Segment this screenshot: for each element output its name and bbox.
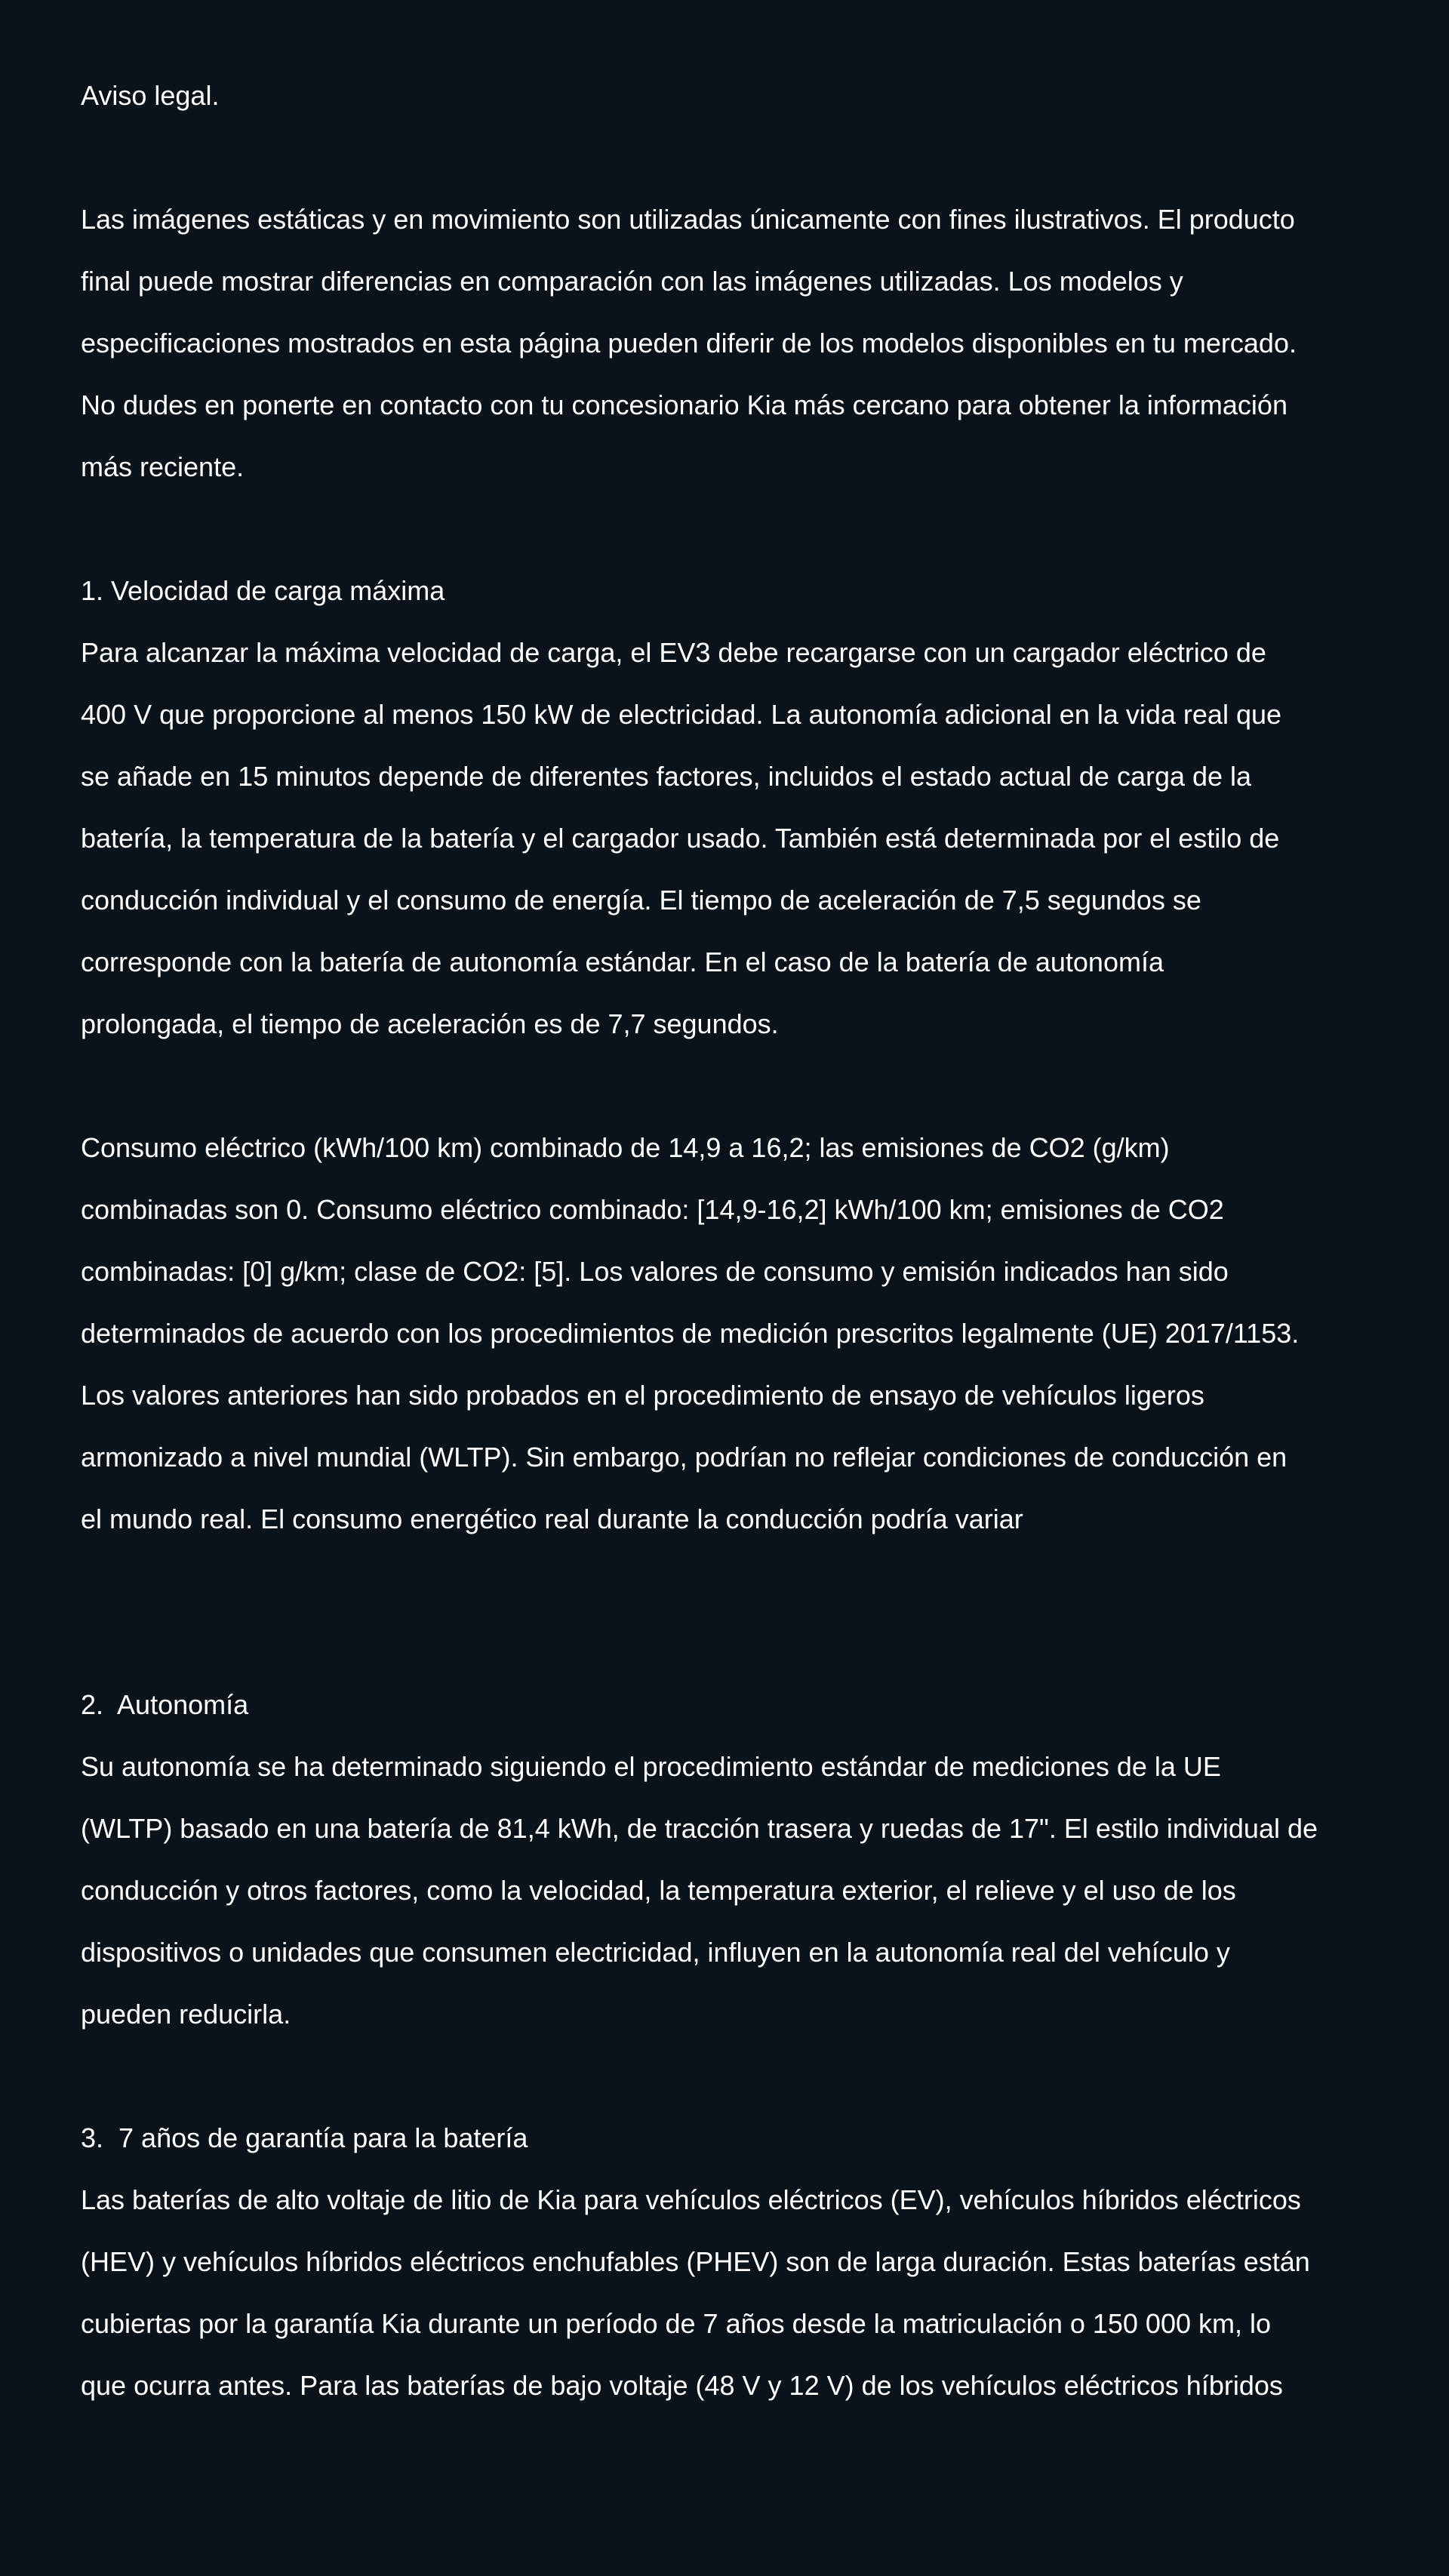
range-section-title: 2. Autonomía bbox=[81, 1689, 249, 1720]
consumption-line: el mundo real. El consumo energético real durante la conducción podría variar bbox=[81, 1503, 1023, 1534]
intro-line: más reciente. bbox=[81, 451, 245, 482]
intro-line: Las imágenes estáticas y en movimiento son utilizadas únicamente con fines ilustrativos. El producto bbox=[81, 204, 1295, 235]
warranty-section bbox=[81, 2107, 1379, 2417]
charge-section bbox=[81, 560, 1379, 1055]
range-line: dispositivos o unidades que consumen electricidad, influyen en la autonomía real del vehículo y bbox=[81, 1937, 1230, 1968]
charge-line: 400 V que proporcione al menos 150 kW de electricidad. La autonomía adicional en la vida real que bbox=[81, 699, 1282, 730]
charge-line: Para alcanzar la máxima velocidad de carga, el EV3 debe recargarse con un cargador eléctrico de bbox=[81, 637, 1266, 668]
spacer bbox=[81, 498, 1379, 560]
warranty-line: que ocurra antes. Para las baterías de bajo voltaje (48 V y 12 V) de los vehículos eléctricos híbridos bbox=[81, 2370, 1283, 2401]
range-line: Su autonomía se ha determinado siguiendo el procedimiento estándar de mediciones de la UE bbox=[81, 1751, 1221, 1782]
spacer bbox=[81, 1055, 1379, 1117]
consumption-line: combinadas son 0. Consumo eléctrico combinado: [14,9-16,2] kWh/100 km; emisiones de CO2 bbox=[81, 1194, 1224, 1225]
charge-line: conducción individual y el consumo de energía. El tiempo de aceleración de 7,5 segundos se bbox=[81, 885, 1201, 916]
charge-line: prolongada, el tiempo de aceleración es de 7,7 segundos. bbox=[81, 1008, 779, 1039]
warranty-line: Las baterías de alto voltaje de litio de Kia para vehículos eléctricos (EV), vehículos híbridos eléctricos bbox=[81, 2184, 1301, 2215]
range-line: pueden reducirla. bbox=[81, 1999, 291, 2030]
intro-paragraph bbox=[81, 189, 1379, 498]
intro-line: final puede mostrar diferencias en comparación con las imágenes utilizadas. Los modelos y bbox=[81, 266, 1183, 297]
charge-line: batería, la temperatura de la batería y el cargador usado. También está determinada por el estilo de bbox=[81, 823, 1280, 854]
intro-line: No dudes en ponerte en contacto con tu concesionario Kia más cercano para obtener la información bbox=[81, 389, 1287, 420]
consumption-line: determinados de acuerdo con los procedimientos de medición prescritos legalmente (UE) 2017/1153. bbox=[81, 1318, 1300, 1349]
spacer bbox=[81, 127, 1379, 189]
warranty-line: (HEV) y vehículos híbridos eléctricos enchufables (PHEV) son de larga duración. Estas baterías están bbox=[81, 2246, 1310, 2277]
range-line: (WLTP) basado en una batería de 81,4 kWh, de tracción trasera y ruedas de 17". El estilo individual de bbox=[81, 1813, 1318, 1844]
charge-section-title: 1. Velocidad de carga máxima bbox=[81, 575, 445, 606]
consumption-line: armonizado a nivel mundial (WLTP). Sin embargo, podrían no reflejar condiciones de conducción en bbox=[81, 1442, 1287, 1473]
spacer bbox=[81, 2045, 1379, 2107]
legal-notice bbox=[81, 65, 1379, 2417]
consumption-line: Consumo eléctrico (kWh/100 km) combinado de 14,9 a 16,2; las emisiones de CO2 (g/km) bbox=[81, 1132, 1170, 1163]
legal-title: Aviso legal. bbox=[81, 80, 220, 111]
consumption-line: combinadas: [0] g/km; clase de CO2: [5]. Los valores de consumo y emisión indicados han sido bbox=[81, 1256, 1229, 1287]
warranty-line: cubiertas por la garantía Kia durante un período de 7 años desde la matriculación o 150 000 km, lo bbox=[81, 2308, 1272, 2339]
intro-line: especificaciones mostrados en esta página pueden diferir de los modelos disponibles en tu mercado. bbox=[81, 328, 1297, 359]
range-section bbox=[81, 1674, 1379, 2045]
warranty-section-title: 3. 7 años de garantía para la batería bbox=[81, 2122, 528, 2153]
consumption-section bbox=[81, 1117, 1379, 1550]
charge-line: se añade en 15 minutos depende de diferentes factores, incluidos el estado actual de carga de la bbox=[81, 761, 1252, 792]
consumption-line: Los valores anteriores han sido probados en el procedimiento de ensayo de vehículos ligeros bbox=[81, 1380, 1204, 1411]
range-line: conducción y otros factores, como la velocidad, la temperatura exterior, el relieve y el uso de los bbox=[81, 1875, 1236, 1906]
charge-line: corresponde con la batería de autonomía estándar. En el caso de la batería de autonomía bbox=[81, 946, 1164, 977]
spacer bbox=[81, 1550, 1379, 1674]
